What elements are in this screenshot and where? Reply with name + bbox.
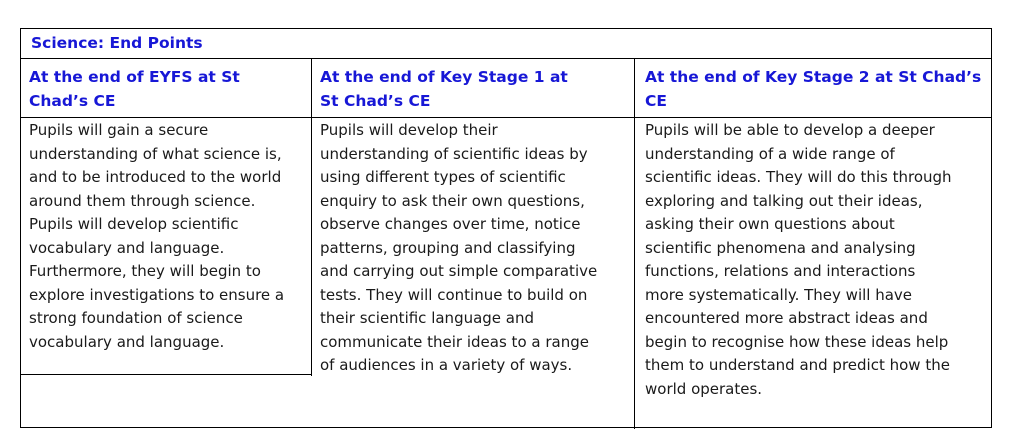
column-header-key-stage-1: At the end of Key Stage 1 at St Chad’s CE xyxy=(320,68,568,110)
cell-key-stage-2-description: Pupils will be able to develop a deeper understanding of a wide range of scientific ideas. They will do this through exploring and talking out their ideas, asking their own questions about scientific phenomena and analysing functions, relations and interactions more systematically. They will have encountered more abstract ideas and begin to recognise how these ideas help them to understand and predict how the world operates. xyxy=(645,121,952,398)
column-header-key-stage-2: At the end of Key Stage 2 at St Chad’s CE xyxy=(645,68,982,110)
cell-key-stage-1-description: Pupils will develop their understanding of scientific ideas by using different types of scientific enquiry to ask their own questions, observe changes over time, notice patterns, grouping and classifying and carrying out simple comparative tests. They will continue to build on their scientific language and communicate their ideas to a range of audiences in a variety of ways. xyxy=(320,121,598,374)
header-divider xyxy=(21,117,991,118)
table-title: Science: End Points xyxy=(31,34,203,52)
column-1-bottom-border xyxy=(21,374,311,375)
column-header-eyfs: At the end of EYFS at St Chad’s CE xyxy=(29,68,240,110)
column-divider-1 xyxy=(311,58,312,376)
end-points-table xyxy=(20,28,992,428)
column-divider-2 xyxy=(634,58,635,429)
title-divider xyxy=(21,58,991,59)
cell-eyfs-description: Pupils will gain a secure understanding of what science is, and to be introduced to the world around them through science. Pupils will develop scientific vocabulary and language. Furthermore, they will begin to explore investigations to ensure a strong foundation of science vocabulary and language. xyxy=(29,121,285,351)
